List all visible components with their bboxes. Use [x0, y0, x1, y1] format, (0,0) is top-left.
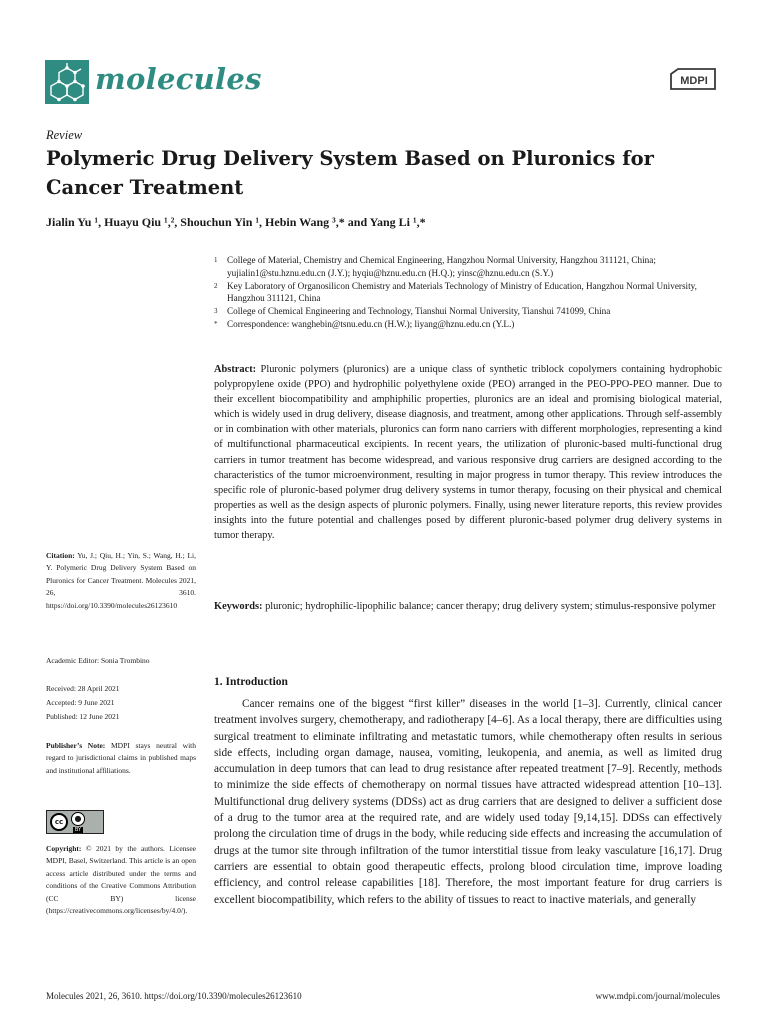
published-date: Published: 12 June 2021	[46, 712, 120, 721]
affiliation-item: 1 College of Material, Chemistry and Chemical Engineering, Hangzhou Normal University, Hangzhou 311121, China; yujialin1@stu.hznu.edu.cn (J.Y.); hyqiu@hznu.edu.cn (H.Q.); yinsc@hznu.edu.cn (S.Y.)	[214, 255, 656, 278]
copyright: Copyright: © 2021 by the authors. Licensee MDPI, Basel, Switzerland. This article is an open access article distributed under the terms and conditions of the Creative Commons Attribution (CC BY) license (https://creativecommons.org/licenses/by/4.0/).	[46, 844, 196, 916]
affiliation-item: 2 Key Laboratory of Organosilicon Chemistry and Materials Technology of Ministry of Education, Hangzhou Normal University, Hangzhou 311121, China	[214, 280, 697, 304]
publisher-note: Publisher’s Note: MDPI stays neutral with regard to jurisdictional claims in published maps and institutional affiliations.	[46, 741, 196, 775]
molecule-icon	[45, 60, 89, 104]
abstract	[214, 362, 722, 543]
abstract-label: Abstract:	[214, 364, 257, 375]
attribution-person-icon: ●	[71, 812, 85, 826]
received-date: Received: 28 April 2021	[46, 684, 120, 693]
journal-name: molecules	[95, 62, 262, 96]
affiliations	[214, 254, 724, 331]
citation[interactable]: Citation: Yu, J.; Qiu, H.; Yin, S.; Wang, H.; Li, Y. Polymeric Drug Delivery System Based on Pluronics for Cancer Treatment. Molecules 2021, 26, 3610. https://doi.org/10.3390/molecules26123610	[46, 551, 196, 610]
introduction-paragraph: Cancer remains one of the biggest “first killer” diseases in the world [1–3]. Currently, clinical cancer treatment involves surgery, chemotherapy, and radiotherapy [4–6]. As a local therapy, there are difficulties using surgical treatment to eliminate infiltrating and metastatic tumors, while chemotherapy often results in serious side effects, including organ damage, nausea, vomiting, leukopenia, and anemia, as well as limited drug accumulation in deep tumors that can lead to drug resistance after repeated treatment [7–9]. Recently, methods to minimize the side effects of chemotherapy on normal tissues have attracted widespread attention [10–13]. Multifunctional drug delivery systems (DDSs) act as drug carriers that are designed to deliver a sufficient dose of a drug to the tumor area at the required rate, and are widely used today [9,14,15]. DDSs can effectively prolong the circulation time of drugs in the body, while reducing side effects and increasing the accumulation of drugs at the tumor site through infiltration of the tumor interstitial tissue from leaky vasculature [16,17]. Drug carriers are essential to obtain good therapeutic effects, prolong blood circulation time, improve loading efficiency, and control release capabilities [18]. Therefore, the most important feature for drug carriers is excellent biocompatibility, which refers to the ability of tissues to react to inactive materials, and generally	[214, 698, 722, 906]
footer-journal-url[interactable]: www.mdpi.com/journal/molecules	[595, 991, 720, 1001]
article-type: Review	[46, 128, 83, 142]
keywords-label: Keywords:	[214, 601, 263, 612]
keywords	[214, 599, 722, 614]
by-label: BY	[74, 826, 82, 833]
academic-editor: Academic Editor: Sonia Trombino	[46, 656, 150, 665]
footer-citation[interactable]: Molecules 2021, 26, 3610. https://doi.org/10.3390/molecules26123610	[46, 991, 302, 1001]
publisher-name: MDPI	[680, 75, 708, 87]
correspondence: * Correspondence: wanghebin@tsnu.edu.cn (H.W.); liyang@hznu.edu.cn (Y.L.)	[214, 318, 515, 329]
cc-by-license-badge[interactable]	[46, 810, 104, 834]
author-list[interactable]: Jialin Yu ¹, Huayu Qiu ¹,², Shouchun Yin ¹, Hebin Wang ³,* and Yang Li ¹,*	[46, 215, 426, 229]
creative-commons-icon: cc	[50, 813, 68, 831]
keywords-text: pluronic; hydrophilic-lipophilic balance; cancer therapy; drug delivery system; stimulus-responsive polymer	[265, 601, 716, 612]
mdpi-logo	[668, 66, 718, 92]
accepted-date: Accepted: 9 June 2021	[46, 698, 115, 707]
section-heading: 1. Introduction	[214, 676, 288, 688]
abstract-text: Pluronic polymers (pluronics) are a unique class of synthetic triblock copolymers containing hydrophobic polypropylene oxide (PPO) and hydrophilic polyethylene oxide (PEO) arranged in the PEO-PPO-PEO manner. Due to their excellent biocompatibility and amphiphilic properties, pluronics are an ideal and promising biological material, which is widely used in drug delivery, disease diagnosis, and treatment, among other applications. Through self-assembly or in combination with other materials, pluronics can form nano carriers with different morphologies, representing a kind of multifunctional pharmaceutical excipients. In recent years, the utilization of pluronic-based multi-functional drug carriers in tumor treatment has become widespread, and various responsive drug carriers are designed according to the characteristics of the tumor microenvironment, resulting in major progress in tumor therapy. This review introduces the specific role of pluronic-based polymer drug delivery systems in tumor therapy, focusing on their physical and chemical properties as well as the design aspects of pluronic polymers. Finally, using newer literature reports, this review provides insights into the future potential and challenges posed by different pluronic-based polymer drug delivery systems in tumor therapy.	[214, 364, 722, 542]
article-title: Polymeric Drug Delivery System Based on Pluronics for Cancer Treatment	[46, 147, 654, 199]
affiliation-item: 3 College of Chemical Engineering and Technology, Tianshui Normal University, Tianshui 741099, China	[214, 306, 611, 317]
journal-logo	[45, 60, 89, 104]
